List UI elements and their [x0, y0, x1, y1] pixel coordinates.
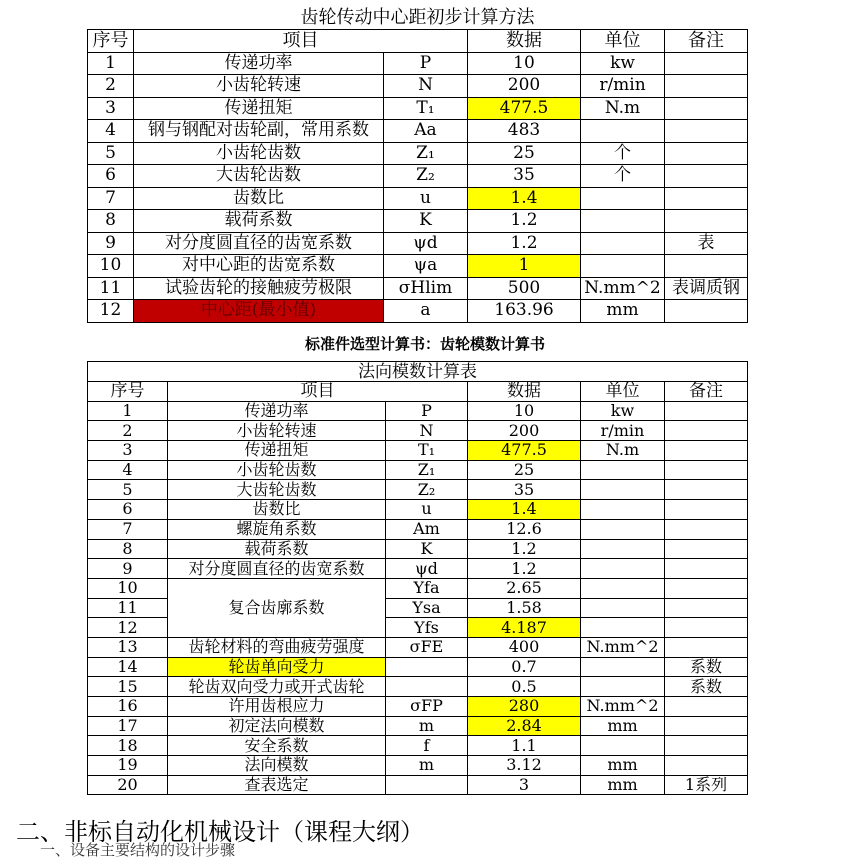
cell-note	[665, 460, 748, 480]
cell-value-highlight: 280	[468, 697, 581, 717]
cell-unit	[581, 618, 665, 638]
table-title-row	[88, 362, 748, 382]
table-row	[88, 697, 748, 717]
cell-value: 1.1	[468, 736, 581, 756]
table-row	[88, 460, 748, 480]
table-title: 法向模数计算表	[88, 362, 748, 382]
cell-symbol: Ysa	[386, 598, 468, 618]
cell-index: 1	[88, 401, 168, 421]
table-row	[88, 120, 748, 143]
table-row	[88, 775, 748, 795]
cell-index: 6	[88, 165, 134, 188]
cell-item-highlight: 轮齿单向受力	[168, 657, 386, 677]
cell-note	[665, 578, 748, 598]
cell-value: 3.12	[468, 756, 581, 776]
cell-value: 0.5	[468, 677, 581, 697]
col-header-value: 数据	[468, 382, 581, 402]
cell-unit: N.m	[581, 441, 665, 461]
cell-symbol: σHlim	[384, 277, 468, 300]
cell-value: 35	[468, 480, 581, 500]
cell-note	[665, 401, 748, 421]
cell-unit: mm	[581, 300, 665, 323]
cell-note	[665, 539, 748, 559]
cell-index: 20	[88, 775, 168, 795]
cell-unit	[581, 578, 665, 598]
cell-symbol: Z₂	[386, 480, 468, 500]
cell-value: 1.58	[468, 598, 581, 618]
cell-note	[665, 441, 748, 461]
cell-note	[665, 120, 748, 143]
cell-index: 1	[88, 52, 134, 75]
cell-index: 11	[88, 598, 168, 618]
cell-item: 对中心距的齿宽系数	[134, 255, 384, 278]
cell-value: 10	[468, 52, 581, 75]
cell-value-highlight: 477.5	[468, 97, 581, 120]
col-header-item: 项目	[134, 30, 468, 53]
cell-index: 15	[88, 677, 168, 697]
cell-unit	[581, 232, 665, 255]
cell-note: 表调质钢	[665, 277, 748, 300]
cell-index: 10	[88, 255, 134, 278]
cell-item: 小齿轮转速	[134, 75, 384, 98]
table-row	[88, 165, 748, 188]
cell-symbol: σFP	[386, 697, 468, 717]
cell-value: 1.2	[468, 232, 581, 255]
cell-value-highlight: 2.84	[468, 716, 581, 736]
cell-value: 3	[468, 775, 581, 795]
cell-unit	[581, 736, 665, 756]
section-heading: 二、非标自动化机械设计（课程大纲）	[16, 818, 424, 846]
cell-value: 163.96	[468, 300, 581, 323]
cell-unit	[581, 460, 665, 480]
cell-unit: N.mm^2	[581, 637, 665, 657]
cell-symbol: a	[384, 300, 468, 323]
cell-note: 1系列	[665, 775, 748, 795]
cell-symbol: f	[386, 736, 468, 756]
cell-item: 齿轮材料的弯曲疲劳强度	[168, 637, 386, 657]
cell-item: 钢与钢配对齿轮副，常用系数	[134, 120, 384, 143]
cell-note	[665, 637, 748, 657]
cell-item: 大齿轮齿数	[134, 165, 384, 188]
cell-value: 35	[468, 165, 581, 188]
cell-item: 螺旋角系数	[168, 519, 386, 539]
cell-unit: r/min	[581, 421, 665, 441]
cell-index: 8	[88, 539, 168, 559]
cell-note	[665, 421, 748, 441]
cell-note	[665, 480, 748, 500]
cell-symbol: Z₁	[384, 142, 468, 165]
table-row	[88, 210, 748, 233]
cell-note	[665, 165, 748, 188]
cell-unit: kw	[581, 401, 665, 421]
cell-index: 8	[88, 210, 134, 233]
cell-item: 小齿轮转速	[168, 421, 386, 441]
cell-symbol: σFE	[386, 637, 468, 657]
cell-value: 483	[468, 120, 581, 143]
table-row	[88, 232, 748, 255]
cell-value: 12.6	[468, 519, 581, 539]
cell-unit	[581, 480, 665, 500]
cell-note	[665, 756, 748, 776]
table-header-row	[88, 382, 748, 402]
cell-item: 大齿轮齿数	[168, 480, 386, 500]
cell-symbol: Z₂	[384, 165, 468, 188]
cell-note	[665, 255, 748, 278]
cell-unit	[581, 598, 665, 618]
cell-unit: r/min	[581, 75, 665, 98]
cell-symbol: K	[384, 210, 468, 233]
center-distance-table	[87, 5, 748, 323]
cell-value-highlight: 1.4	[468, 500, 581, 520]
cell-index: 12	[88, 300, 134, 323]
cell-value: 0.7	[468, 657, 581, 677]
cell-value: 200	[468, 75, 581, 98]
cell-item: 对分度圆直径的齿宽系数	[134, 232, 384, 255]
cell-note	[665, 52, 748, 75]
col-header-value: 数据	[468, 30, 581, 53]
cell-symbol: T₁	[384, 97, 468, 120]
cell-value-highlight: 4.187	[468, 618, 581, 638]
cell-note	[665, 500, 748, 520]
col-header-index: 序号	[88, 382, 168, 402]
table-row	[88, 480, 748, 500]
cell-symbol: P	[384, 52, 468, 75]
cell-item-merged: 复合齿廓系数	[168, 578, 386, 637]
cell-index: 5	[88, 480, 168, 500]
cell-value: 10	[468, 401, 581, 421]
cell-item: 齿数比	[134, 187, 384, 210]
col-header-unit: 单位	[581, 30, 665, 53]
cell-note	[665, 75, 748, 98]
cell-value: 500	[468, 277, 581, 300]
table-row	[88, 142, 748, 165]
table-title: 齿轮传动中心距初步计算方法	[300, 6, 535, 28]
cell-unit: mm	[581, 756, 665, 776]
table-row	[88, 519, 748, 539]
cell-unit	[581, 187, 665, 210]
cell-symbol: N	[386, 421, 468, 441]
cell-item: 载荷系数	[168, 539, 386, 559]
table-row	[88, 756, 748, 776]
cell-symbol: ψd	[386, 559, 468, 579]
cell-item: 初定法向模数	[168, 716, 386, 736]
cell-index: 12	[88, 618, 168, 638]
cell-value-highlight: 477.5	[468, 441, 581, 461]
table-row	[88, 559, 748, 579]
cell-symbol: u	[386, 500, 468, 520]
cell-symbol: Aa	[384, 120, 468, 143]
table-row	[88, 736, 748, 756]
table-row	[88, 716, 748, 736]
cell-unit: kw	[581, 52, 665, 75]
table-row	[88, 401, 748, 421]
cell-note	[665, 300, 748, 323]
cell-unit	[581, 677, 665, 697]
cell-item: 查表选定	[168, 775, 386, 795]
cell-unit	[581, 210, 665, 233]
table-title-row	[88, 5, 748, 30]
table-row	[88, 677, 748, 697]
col-header-note: 备注	[665, 382, 748, 402]
cell-item: 传递功率	[168, 401, 386, 421]
cell-symbol: P	[386, 401, 468, 421]
cell-note	[665, 736, 748, 756]
cell-item: 小齿轮齿数	[134, 142, 384, 165]
cell-item-result: 中心距(最小值)	[134, 300, 384, 323]
col-header-item: 项目	[168, 382, 468, 402]
cell-note	[665, 519, 748, 539]
cell-unit	[581, 255, 665, 278]
col-header-note: 备注	[665, 30, 748, 53]
table-row	[88, 637, 748, 657]
col-header-index: 序号	[88, 30, 134, 53]
table-row	[88, 187, 748, 210]
cell-note	[665, 210, 748, 233]
cell-symbol	[386, 775, 468, 795]
cell-symbol: Z₁	[386, 460, 468, 480]
table-row	[88, 657, 748, 677]
table-row	[88, 52, 748, 75]
cell-index: 11	[88, 277, 134, 300]
cell-item: 齿数比	[168, 500, 386, 520]
cell-value: 25	[468, 460, 581, 480]
cell-unit: N.m	[581, 97, 665, 120]
cell-value: 200	[468, 421, 581, 441]
cell-index: 9	[88, 559, 168, 579]
cell-symbol: K	[386, 539, 468, 559]
cell-value: 2.65	[468, 578, 581, 598]
cell-note	[665, 697, 748, 717]
cell-value: 1.2	[468, 539, 581, 559]
cell-index: 6	[88, 500, 168, 520]
cell-item: 传递扭矩	[168, 441, 386, 461]
cell-index: 9	[88, 232, 134, 255]
table-row	[88, 300, 748, 323]
cell-unit: 个	[581, 142, 665, 165]
cell-symbol: N	[384, 75, 468, 98]
cell-note	[665, 187, 748, 210]
cell-value: 1.2	[468, 210, 581, 233]
cell-unit	[581, 657, 665, 677]
cell-symbol: m	[386, 756, 468, 776]
cell-index: 7	[88, 519, 168, 539]
cell-index: 2	[88, 421, 168, 441]
cell-index: 3	[88, 441, 168, 461]
cell-note	[665, 598, 748, 618]
cell-unit	[581, 539, 665, 559]
cell-note: 表	[665, 232, 748, 255]
cell-symbol: T₁	[386, 441, 468, 461]
cell-item: 载荷系数	[134, 210, 384, 233]
cell-unit	[581, 559, 665, 579]
table-header-row	[88, 30, 748, 53]
cell-index: 18	[88, 736, 168, 756]
cell-symbol: ψd	[384, 232, 468, 255]
table-row	[88, 75, 748, 98]
cell-item: 传递扭矩	[134, 97, 384, 120]
cell-item: 小齿轮齿数	[168, 460, 386, 480]
cell-item: 法向模数	[168, 756, 386, 776]
cell-note	[665, 618, 748, 638]
table-row	[88, 441, 748, 461]
cell-item: 对分度圆直径的齿宽系数	[168, 559, 386, 579]
cell-note: 系数	[665, 677, 748, 697]
cell-index: 4	[88, 120, 134, 143]
table-row	[88, 255, 748, 278]
cell-note	[665, 97, 748, 120]
cell-symbol: u	[384, 187, 468, 210]
cell-symbol: ψa	[384, 255, 468, 278]
cell-value-highlight: 1	[468, 255, 581, 278]
normal-module-table	[87, 361, 748, 795]
cell-symbol: Yfa	[386, 578, 468, 598]
cell-item: 安全系数	[168, 736, 386, 756]
col-header-unit: 单位	[581, 382, 665, 402]
table-row	[88, 277, 748, 300]
cell-unit	[581, 519, 665, 539]
table-row	[88, 578, 748, 598]
cell-unit: N.mm^2	[581, 697, 665, 717]
cell-symbol	[386, 677, 468, 697]
table-row	[88, 97, 748, 120]
cell-note	[665, 142, 748, 165]
table-row	[88, 539, 748, 559]
cell-index: 3	[88, 97, 134, 120]
cell-note	[665, 716, 748, 736]
cell-item: 许用齿根应力	[168, 697, 386, 717]
table-row	[88, 500, 748, 520]
cell-index: 2	[88, 75, 134, 98]
cell-index: 17	[88, 716, 168, 736]
cut-off-line: 一、设备主要结构的设计步骤	[40, 841, 236, 859]
cell-note	[665, 559, 748, 579]
cell-index: 5	[88, 142, 134, 165]
cell-symbol: Yfs	[386, 618, 468, 638]
cell-index: 19	[88, 756, 168, 776]
table-row	[88, 421, 748, 441]
cell-index: 10	[88, 578, 168, 598]
cell-index: 4	[88, 460, 168, 480]
cell-index: 7	[88, 187, 134, 210]
cell-symbol	[386, 657, 468, 677]
cell-unit: mm	[581, 716, 665, 736]
cell-symbol: m	[386, 716, 468, 736]
cell-index: 14	[88, 657, 168, 677]
cell-symbol: Am	[386, 519, 468, 539]
cell-unit	[581, 500, 665, 520]
cell-item: 传递功率	[134, 52, 384, 75]
cell-unit: mm	[581, 775, 665, 795]
cell-value: 400	[468, 637, 581, 657]
cell-unit: 个	[581, 165, 665, 188]
cell-item: 轮齿双向受力或开式齿轮	[168, 677, 386, 697]
module-calc-title: 标准件选型计算书：齿轮模数计算书	[304, 335, 545, 353]
cell-unit	[581, 120, 665, 143]
cell-note: 系数	[665, 657, 748, 677]
cell-value: 1.2	[468, 559, 581, 579]
cell-value: 25	[468, 142, 581, 165]
cell-index: 16	[88, 697, 168, 717]
cell-item: 试验齿轮的接触疲劳极限	[134, 277, 384, 300]
cell-value-highlight: 1.4	[468, 187, 581, 210]
cell-index: 13	[88, 637, 168, 657]
cell-unit: N.mm^2	[581, 277, 665, 300]
